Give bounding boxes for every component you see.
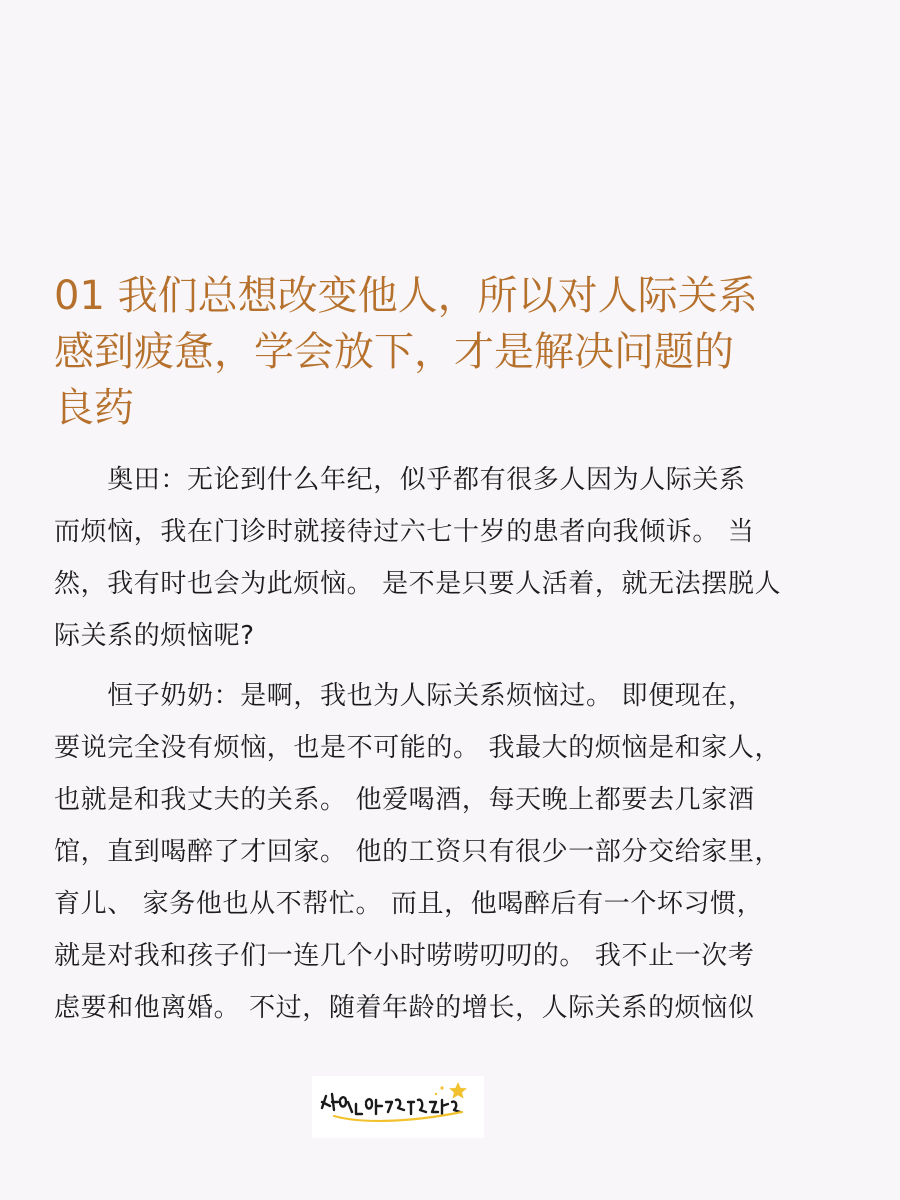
watermark-logo [312,1076,484,1138]
heading-line: 良药 [54,385,134,431]
body-line: 奥田：无论到什么年纪，似乎都有很多人因为人际关系 [54,465,746,495]
body-line: 育儿、 家务他也从不帮忙。 而且，他喝醉后有一个坏习惯， [54,889,764,919]
paragraph-grandma-tsuneko [54,670,854,1034]
body-line: 虑要和他离婚。 不过，随着年龄的增长，人际关系的烦恼似 [54,993,755,1023]
star-icon [449,1082,467,1099]
paragraph-okuda [54,454,854,662]
heading-line: 感到疲惫，学会放下，才是解决问题的 [54,329,734,375]
article-body [54,454,854,1042]
body-line: 馆，直到喝醉了才回家。 他的工资只有很少一部分交给家里， [54,837,782,867]
body-line: 然，我有时也会为此烦恼。 是不是只要人活着，就无法摆脱人 [54,569,782,599]
body-line: 恒子奶奶：是啊，我也为人际关系烦恼过。 即便现在， [54,681,755,711]
body-line: 也就是和我丈夫的关系。 他爱喝酒，每天晚上都要去几家酒 [54,785,755,815]
body-line: 际关系的烦恼呢? [54,621,255,651]
heading-line: 01 我们总想改变他人，所以对人际关系 [54,273,758,319]
article-heading [54,268,854,436]
body-line: 要说完全没有烦恼，也是不可能的。 我最大的烦恼是和家人， [54,733,782,763]
body-line: 就是对我和孩子们一连几个小时唠唠叨叨的。 我不止一次考 [54,941,755,971]
logo-graphic [312,1076,484,1138]
body-line: 而烦恼，我在门诊时就接待过六七十岁的患者向我倾诉。 当 [54,517,755,547]
